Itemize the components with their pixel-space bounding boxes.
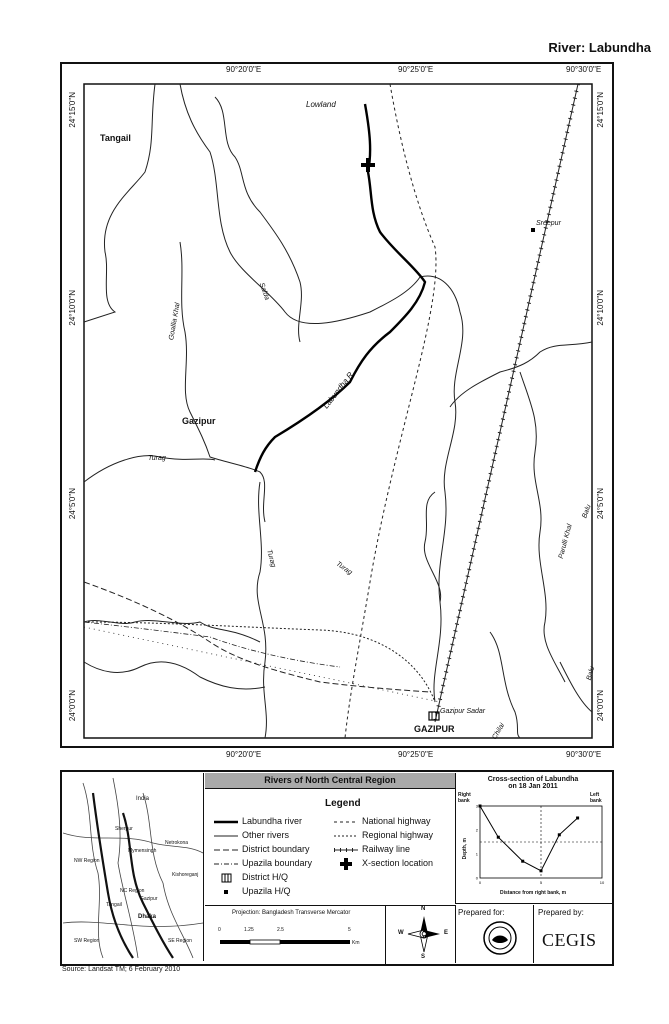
cross-section-title (460, 776, 606, 790)
prepared-by-label: Prepared by: (538, 908, 584, 917)
source-note: Source: Landsat TM; 6 February 2010 (62, 966, 181, 973)
compass-s: S (421, 954, 426, 960)
district-boundary (84, 582, 430, 692)
compass-e: E (444, 930, 449, 936)
projection-text: Projection: Bangladesh Transverse Mercator (232, 910, 351, 916)
legend-upazila-hq (214, 884, 291, 898)
scale-unit: Km (352, 940, 360, 946)
legend-symbol-other-rivers (214, 833, 238, 839)
coord-right-3: 24°5'0"N (596, 488, 605, 520)
label-balu-2: Balu (585, 665, 597, 682)
coord-right-1: 24°15'0"N (596, 92, 605, 128)
coord-right-2: 24°10'0"N (596, 290, 605, 326)
legend-upazila-boundary (214, 856, 312, 870)
label-sreepur: Sreepur (536, 220, 561, 227)
inset-label-nc-region: NC Region (120, 888, 145, 894)
regional-highway (84, 622, 435, 702)
page-title: River: Labundha (548, 40, 651, 55)
inset-map-drawing (63, 773, 203, 961)
legend-railway-line (334, 842, 410, 856)
cross-section-point-0 (479, 805, 482, 808)
cross-section-ytick-0: 0 (475, 875, 478, 881)
cross-section-xtick-1: 5 (539, 880, 543, 885)
coord-top-1: 90°20'0"E (226, 65, 262, 74)
labundha-river (255, 104, 425, 472)
government-seal-logo (482, 920, 518, 956)
prepared-for-label: Prepared for: (458, 908, 505, 917)
cross-section-point-5 (576, 817, 579, 820)
coord-bottom-1: 90°20'0"E (226, 750, 262, 759)
label-lowland: Lowland (306, 100, 336, 109)
legend-symbol-national-highway (334, 819, 358, 825)
legend-title: Legend (325, 798, 361, 809)
coord-bottom-2: 90°25'0"E (398, 750, 434, 759)
scale-seg-2 (250, 940, 280, 944)
scale-seg-1 (220, 940, 250, 944)
legend-symbol-district-boundary (214, 847, 238, 853)
x-section-icon (334, 858, 358, 870)
scale-tick-3: 5 (348, 927, 351, 933)
legend-other-rivers (214, 828, 289, 842)
cross-section-right-bank: Right bank (458, 792, 471, 804)
inset-label-kishoreganj: Kishoreganj (172, 872, 199, 878)
label-tangail: Tangail (100, 133, 131, 143)
label-parulli-khal: Parulli Khal (557, 523, 574, 560)
inset-label-netrokona: Netrokona (165, 840, 189, 846)
legend-text-district-hq: District H/Q (242, 872, 288, 882)
scale-tick-0: 0 (218, 927, 221, 933)
label-gazipur-caps: GAZIPUR (414, 724, 455, 734)
inset-label-se-region: SE Region (168, 938, 192, 944)
cross-section-ytick-1: 1 (475, 851, 478, 857)
district-hq-icon (214, 873, 238, 883)
legend-text-regional-highway: Regional highway (362, 830, 434, 840)
cross-section-xlabel: Distance from right bank, m (500, 890, 567, 896)
legend-text-labundha: Labundha river (242, 816, 303, 826)
cegis-logo: CEGIS (542, 930, 597, 950)
coord-top-2: 90°25'0"E (398, 65, 434, 74)
upazila-boundary (84, 622, 340, 667)
cross-section-ylabel: Depth, m (462, 838, 468, 860)
legend-symbol-regional-highway (334, 833, 358, 839)
x-section-marker (361, 158, 375, 172)
inset-label-dhaka: Dhaka (138, 914, 157, 920)
coord-left-3: 24°5'0"N (68, 488, 77, 520)
label-chilai: Chilai (491, 722, 507, 741)
inset-label-nw-region: NW Region (74, 858, 100, 864)
cross-section-point-1 (497, 836, 500, 839)
inset-label-india: India (136, 796, 150, 802)
cross-section-point-2 (521, 860, 524, 863)
cross-section-left-bank: Left bank (590, 792, 602, 804)
legend-district-hq (214, 870, 288, 884)
scale-seg-3 (280, 940, 350, 944)
cross-section-chart (470, 800, 610, 892)
cross-section-xtick-0: 0 (478, 880, 482, 885)
legend-symbol-upazila-boundary (214, 861, 238, 867)
compass-w: W (398, 930, 404, 936)
cross-section-ytick-3: 3 (475, 803, 478, 809)
label-turag-3: Turag (334, 560, 354, 577)
national-highway (345, 84, 436, 738)
cross-section-ytick-2: 2 (475, 827, 478, 833)
label-goallia-khal: Goallia Khal (168, 302, 182, 341)
legend-text-other-rivers: Other rivers (242, 830, 290, 840)
legend-national-highway (334, 814, 431, 828)
inset-label-tangail: Tangail (106, 902, 122, 908)
label-turag-2: Turag (265, 549, 277, 568)
compass-rose-icon (404, 912, 444, 956)
legend-regional-highway (334, 828, 433, 842)
cross-section-title-line1: Cross-section of Labundha (487, 776, 579, 783)
coord-top-3: 90°30'0"E (566, 65, 602, 74)
legend-text-national-highway: National highway (362, 816, 431, 826)
other-rivers (84, 84, 592, 738)
legend-district-boundary (214, 842, 310, 856)
legend-x-section (334, 856, 433, 870)
legend-text-railway-line: Railway line (362, 844, 411, 854)
cross-section-point-3 (540, 869, 543, 872)
inset-label-mymensingh: Mymensingh (128, 848, 157, 854)
legend-symbol-labundha (214, 819, 238, 825)
legend-symbol-railway (334, 846, 358, 854)
legend-header: Rivers of North Central Region (205, 773, 455, 789)
label-gazipur-sadar: Gazipur Sadar (440, 708, 486, 715)
coord-left-2: 24°10'0"N (68, 290, 77, 326)
cross-section-point-4 (558, 833, 561, 836)
label-gazipur: Gazipur (182, 416, 216, 426)
map-canvas (60, 62, 614, 748)
inset-label-sherpur: Sherpur (115, 826, 133, 832)
coord-left-1: 24°15'0"N (68, 92, 77, 128)
cross-section-title-line2: on 18 Jan 2011 (508, 783, 558, 790)
sreepur-hq-marker (531, 228, 535, 232)
label-turag-1: Turag (148, 455, 166, 462)
scale-tick-1: 1.25 (244, 927, 254, 933)
cross-section-profile-line (480, 806, 578, 871)
legend-labundha-river (214, 814, 302, 828)
label-balu: Balu (581, 503, 593, 520)
coord-right-4: 24°0'0"N (596, 690, 605, 722)
legend-text-x-section: X-section location (362, 858, 434, 868)
legend-text-district-boundary: District boundary (242, 844, 310, 854)
compass-n: N (421, 906, 426, 912)
label-salda: Salda (257, 281, 271, 302)
inset-map (63, 773, 204, 961)
legend-text-upazila-hq: Upazila H/Q (242, 886, 291, 896)
label-labundha-river: Labundha R. (321, 368, 357, 411)
scale-tick-2: 2.5 (277, 927, 284, 933)
legend-text-upazila-boundary: Upazila boundary (242, 858, 313, 868)
inset-label-gazipur: Gazipur (140, 896, 158, 902)
coord-left-4: 24°0'0"N (68, 690, 77, 722)
inner-neatline (84, 84, 592, 738)
cross-section-xtick-2: 10 (599, 880, 605, 885)
upazila-hq-icon (214, 888, 238, 896)
inset-label-sw-region: SW Region (74, 938, 100, 944)
coord-bottom-3: 90°30'0"E (566, 750, 602, 759)
